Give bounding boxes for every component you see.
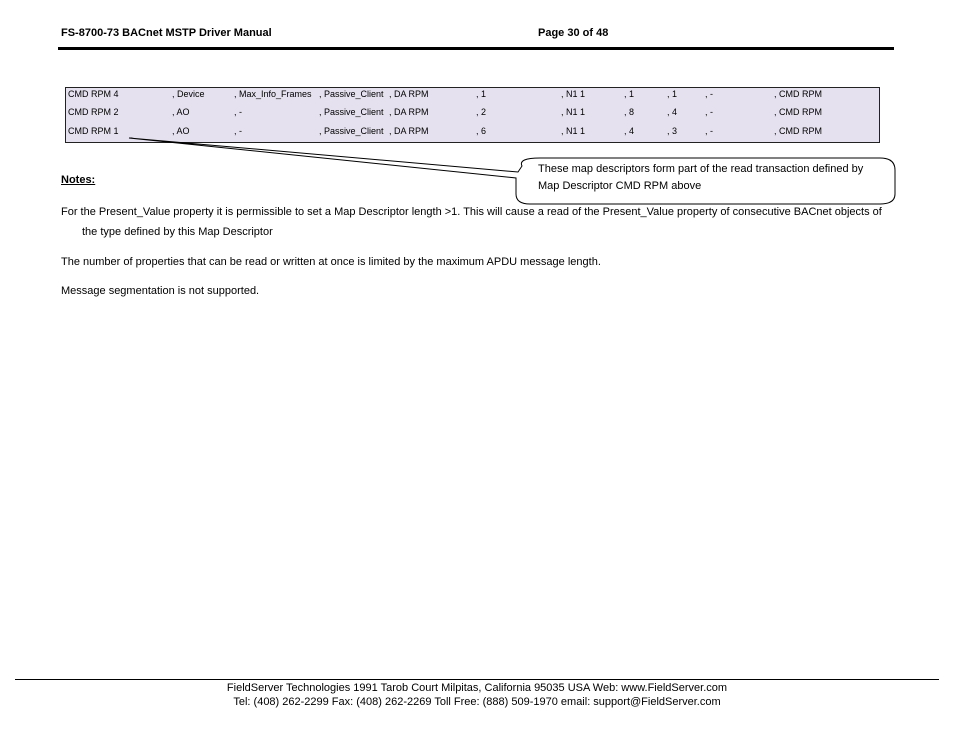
table-cell: , CMD RPM xyxy=(774,126,822,136)
table-cell: , 8 xyxy=(624,107,635,117)
table-cell: , 1 xyxy=(476,89,487,99)
callout-line: These map descriptors form part of the read transaction defined by xyxy=(538,163,864,175)
table-cell: , DA RPM xyxy=(389,126,429,136)
table-cell: , 3 xyxy=(667,126,678,136)
footer-contact: Tel: (408) 262-2299 Fax: (408) 262-2269 Toll Free: (888) 509-1970 email: support@FieldServer.com xyxy=(233,696,721,708)
table-cell: CMD RPM 2 xyxy=(68,107,119,117)
table-cell: , CMD RPM xyxy=(774,89,822,99)
note-text: For the Present_Value property it is permissible to set a Map Descriptor length >1. This will cause a read of the Present_Value property of consecutive BACnet objects of xyxy=(61,206,882,218)
table-cell: , DA RPM xyxy=(389,107,429,117)
table-cell: CMD RPM 4 xyxy=(68,89,119,99)
table-cell: , Max_Info_Frames xyxy=(234,89,312,99)
page-number: Page 30 of 48 xyxy=(538,27,609,39)
table-cell: , N1 1 xyxy=(561,126,586,136)
table-cell: , 1 xyxy=(624,89,635,99)
callout-text xyxy=(538,161,888,195)
table-cell: , N1 1 xyxy=(561,89,586,99)
table-cell: , 4 xyxy=(624,126,635,136)
table-cell: , 2 xyxy=(476,107,487,117)
table-cell: , - xyxy=(234,107,242,117)
table-cell: , CMD RPM xyxy=(774,107,822,117)
note-continuation: the type defined by this Map Descriptor xyxy=(82,226,273,238)
table-cell: , N1 1 xyxy=(561,107,586,117)
table-cell: , AO xyxy=(172,126,190,136)
document-title: FS-8700-73 BACnet MSTP Driver Manual xyxy=(61,27,272,39)
table-cell: , Passive_Client xyxy=(319,126,384,136)
table-cell: , - xyxy=(705,89,713,99)
table-cell: , 4 xyxy=(667,107,678,117)
note-paragraph: Message segmentation is not supported. xyxy=(61,285,260,297)
table-cell: , 1 xyxy=(667,89,678,99)
table-cell: , Device xyxy=(172,89,205,99)
table-cell: , - xyxy=(234,126,242,136)
table-cell: CMD RPM 1 xyxy=(68,126,119,136)
note-paragraph: The number of properties that can be read or written at once is limited by the maximum APDU message length. xyxy=(61,256,601,268)
table-cell: , - xyxy=(705,126,713,136)
table-cell: , - xyxy=(705,107,713,117)
footer-address: FieldServer Technologies 1991 Tarob Court Milpitas, California 95035 USA Web: www.FieldServer.com xyxy=(226,682,728,694)
table-cell: , 6 xyxy=(476,126,487,136)
table-cell: , Passive_Client xyxy=(319,89,384,99)
callout-line: Map Descriptor CMD RPM above xyxy=(538,180,702,192)
table-cell: , DA RPM xyxy=(389,89,429,99)
table-cell: , Passive_Client xyxy=(319,107,384,117)
notes-heading: Notes: xyxy=(61,174,96,186)
footer-divider xyxy=(15,679,939,680)
note-paragraph xyxy=(61,202,899,242)
table-cell: , AO xyxy=(172,107,190,117)
